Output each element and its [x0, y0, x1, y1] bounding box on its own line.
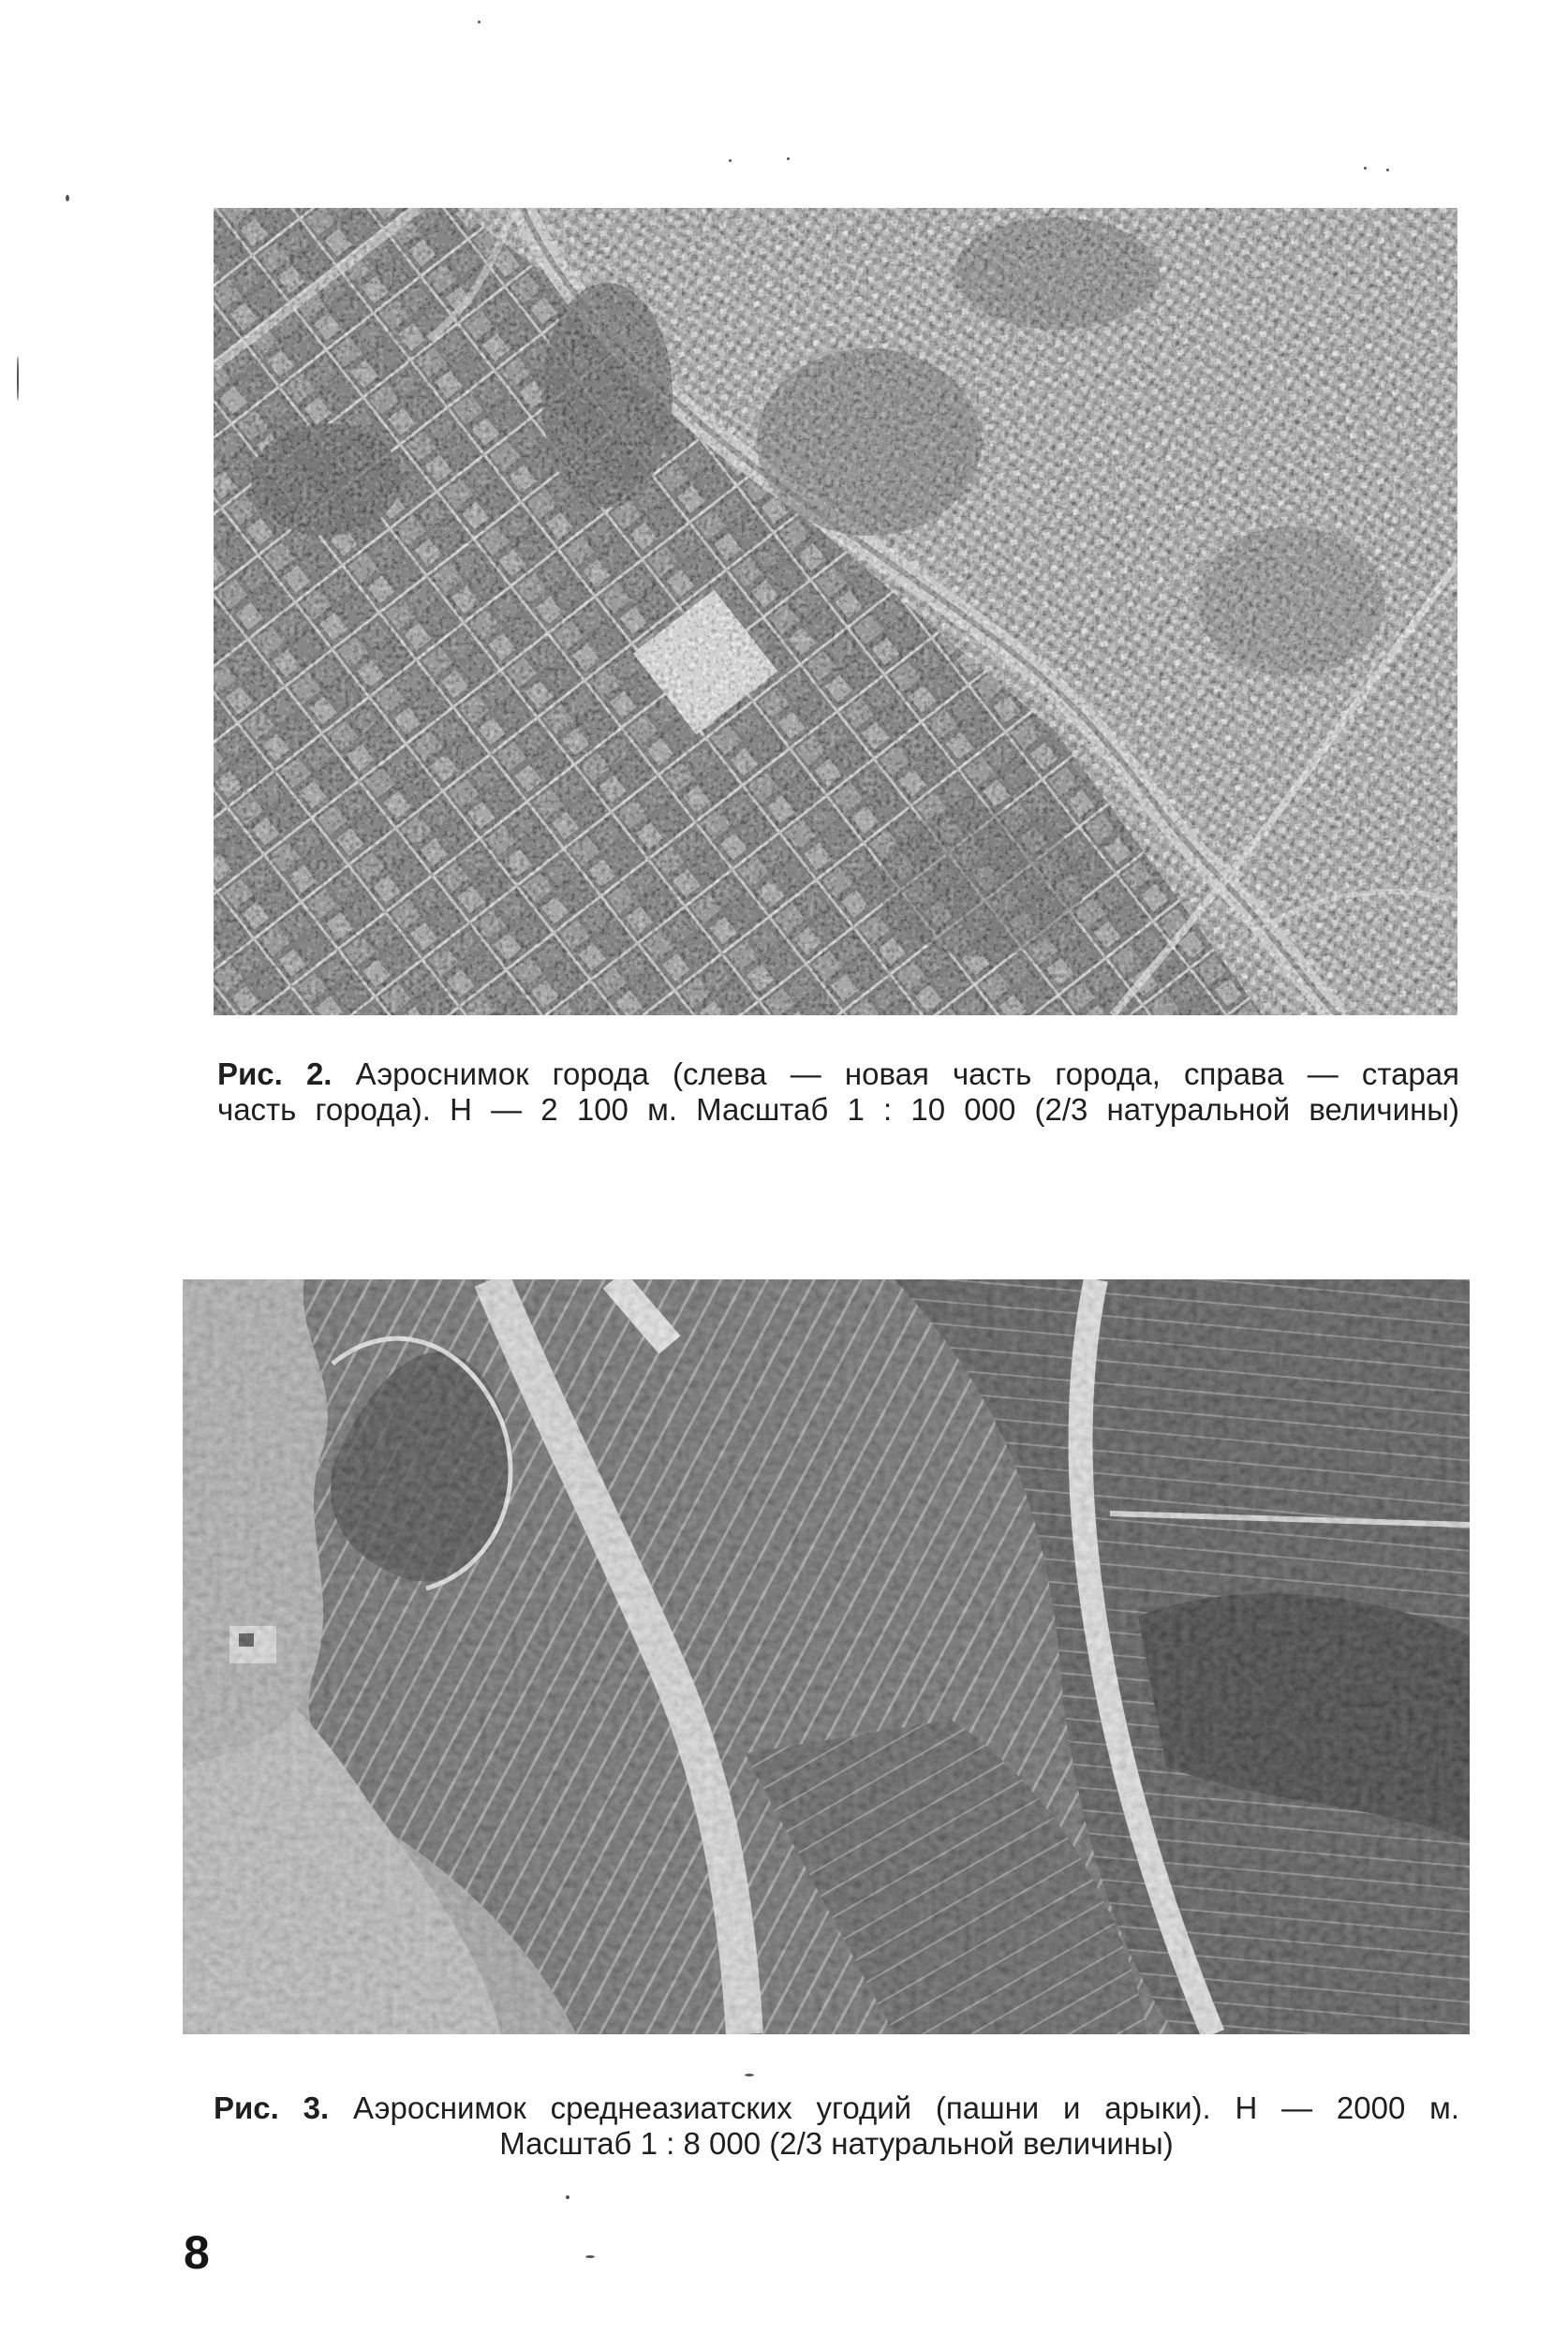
figure-2-caption: [217, 1056, 1459, 1128]
figure-2-label: Рис. 2.: [217, 1056, 333, 1091]
figure-3-caption-line-1: [214, 2090, 1459, 2126]
figure-2-caption-text-2: часть города). H — 2 100 м. Масштаб 1 : 10 000 (2/3 натуральной величины): [217, 1092, 1459, 1127]
figure-3-label: Рис. 3.: [214, 2090, 330, 2125]
figure-2-caption-text-1: Аэроснимок города (слева — новая часть города, справа — старая: [355, 1056, 1459, 1091]
figure-3-caption-text-1: Аэроснимок среднеазиатских угодий (пашни и арыки). H — 2000 м.: [352, 2090, 1459, 2125]
figure-2-caption-line-1: [217, 1056, 1459, 1092]
aerial-photo-city-image: [214, 208, 1457, 1015]
aerial-photo-farmland-image: [183, 1279, 1470, 2034]
figure-3-caption-text-2: Масштаб 1 : 8 000 (2/3 натуральной величины): [499, 2126, 1174, 2161]
aerial-photo-city: [214, 208, 1457, 1015]
page-number: 8: [184, 2226, 210, 2279]
aerial-photo-farmland: [183, 1279, 1470, 2034]
figure-3-caption: [214, 2090, 1459, 2162]
